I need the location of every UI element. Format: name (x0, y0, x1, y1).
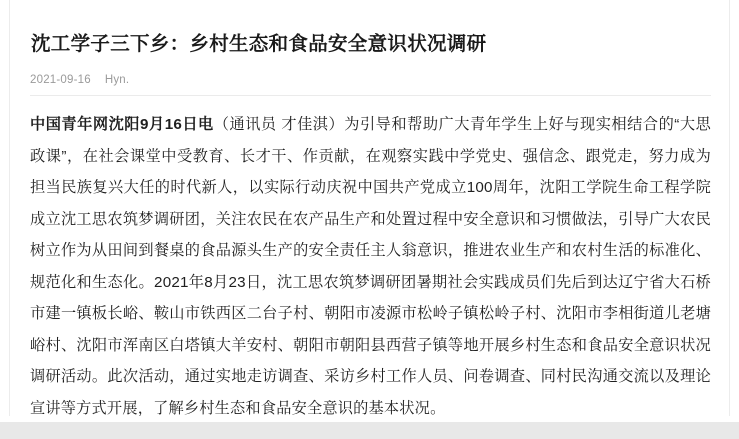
article-meta (30, 74, 711, 96)
page-left-margin (0, 0, 10, 422)
article-body-text: （通讯员 才佳淇）为引导和帮助广大青年学生上好与现实相结合的“大思政课”，在社会课堂中受教育、长才干、作贡献，在观察实践中学党史、强信念、跟党走，努力成为担当民族复兴大任的时代新人，以实际行动庆祝中国共产党成立100周年，沈阳工学院生命工程学院成立沈工思农筑梦调研团，关注农民在农产品生产和处置过程中安全意识和习惯做法，引导广大农民树立作为从田间到餐桌的食品源头生产的安全责任主人翁意识，推进农业生产和农村生活的标准化、规范化和生态化。2021年8月23日，沈工思农筑梦调研团暑期社会实践成员们先后到达辽宁省大石桥市建一镇板长峪、鞍山市铁西区二台子村、朝阳市凌源市松岭子镇松岭子村、沈阳市李相街道儿老塘峪村、沈阳市浑南区白塔镇大羊安村、朝阳市朝阳县西营子镇等地开展乡村生态和食品安全意识状况调研活动。此次活动，通过实地走访调查、采访乡村工作人员、问卷调查、同村民沟通交流以及理论宣讲等方式开展，了解乡村生态和食品安全意识的基本状况。 (30, 116, 711, 417)
page-bottom-strip (0, 416, 739, 422)
page-title: 沈工学子三下乡：乡村生态和食品安全意识状况调研 (31, 33, 487, 55)
article-body (30, 109, 711, 424)
author-name: Hyn. (104, 74, 130, 86)
page-top-strip (0, 0, 739, 12)
page-right-margin (729, 0, 739, 422)
publish-date: 2021-09-16 (30, 74, 91, 86)
article-lead: 中国青年网沈阳9月16日电 (30, 116, 214, 133)
article-content (30, 14, 711, 439)
